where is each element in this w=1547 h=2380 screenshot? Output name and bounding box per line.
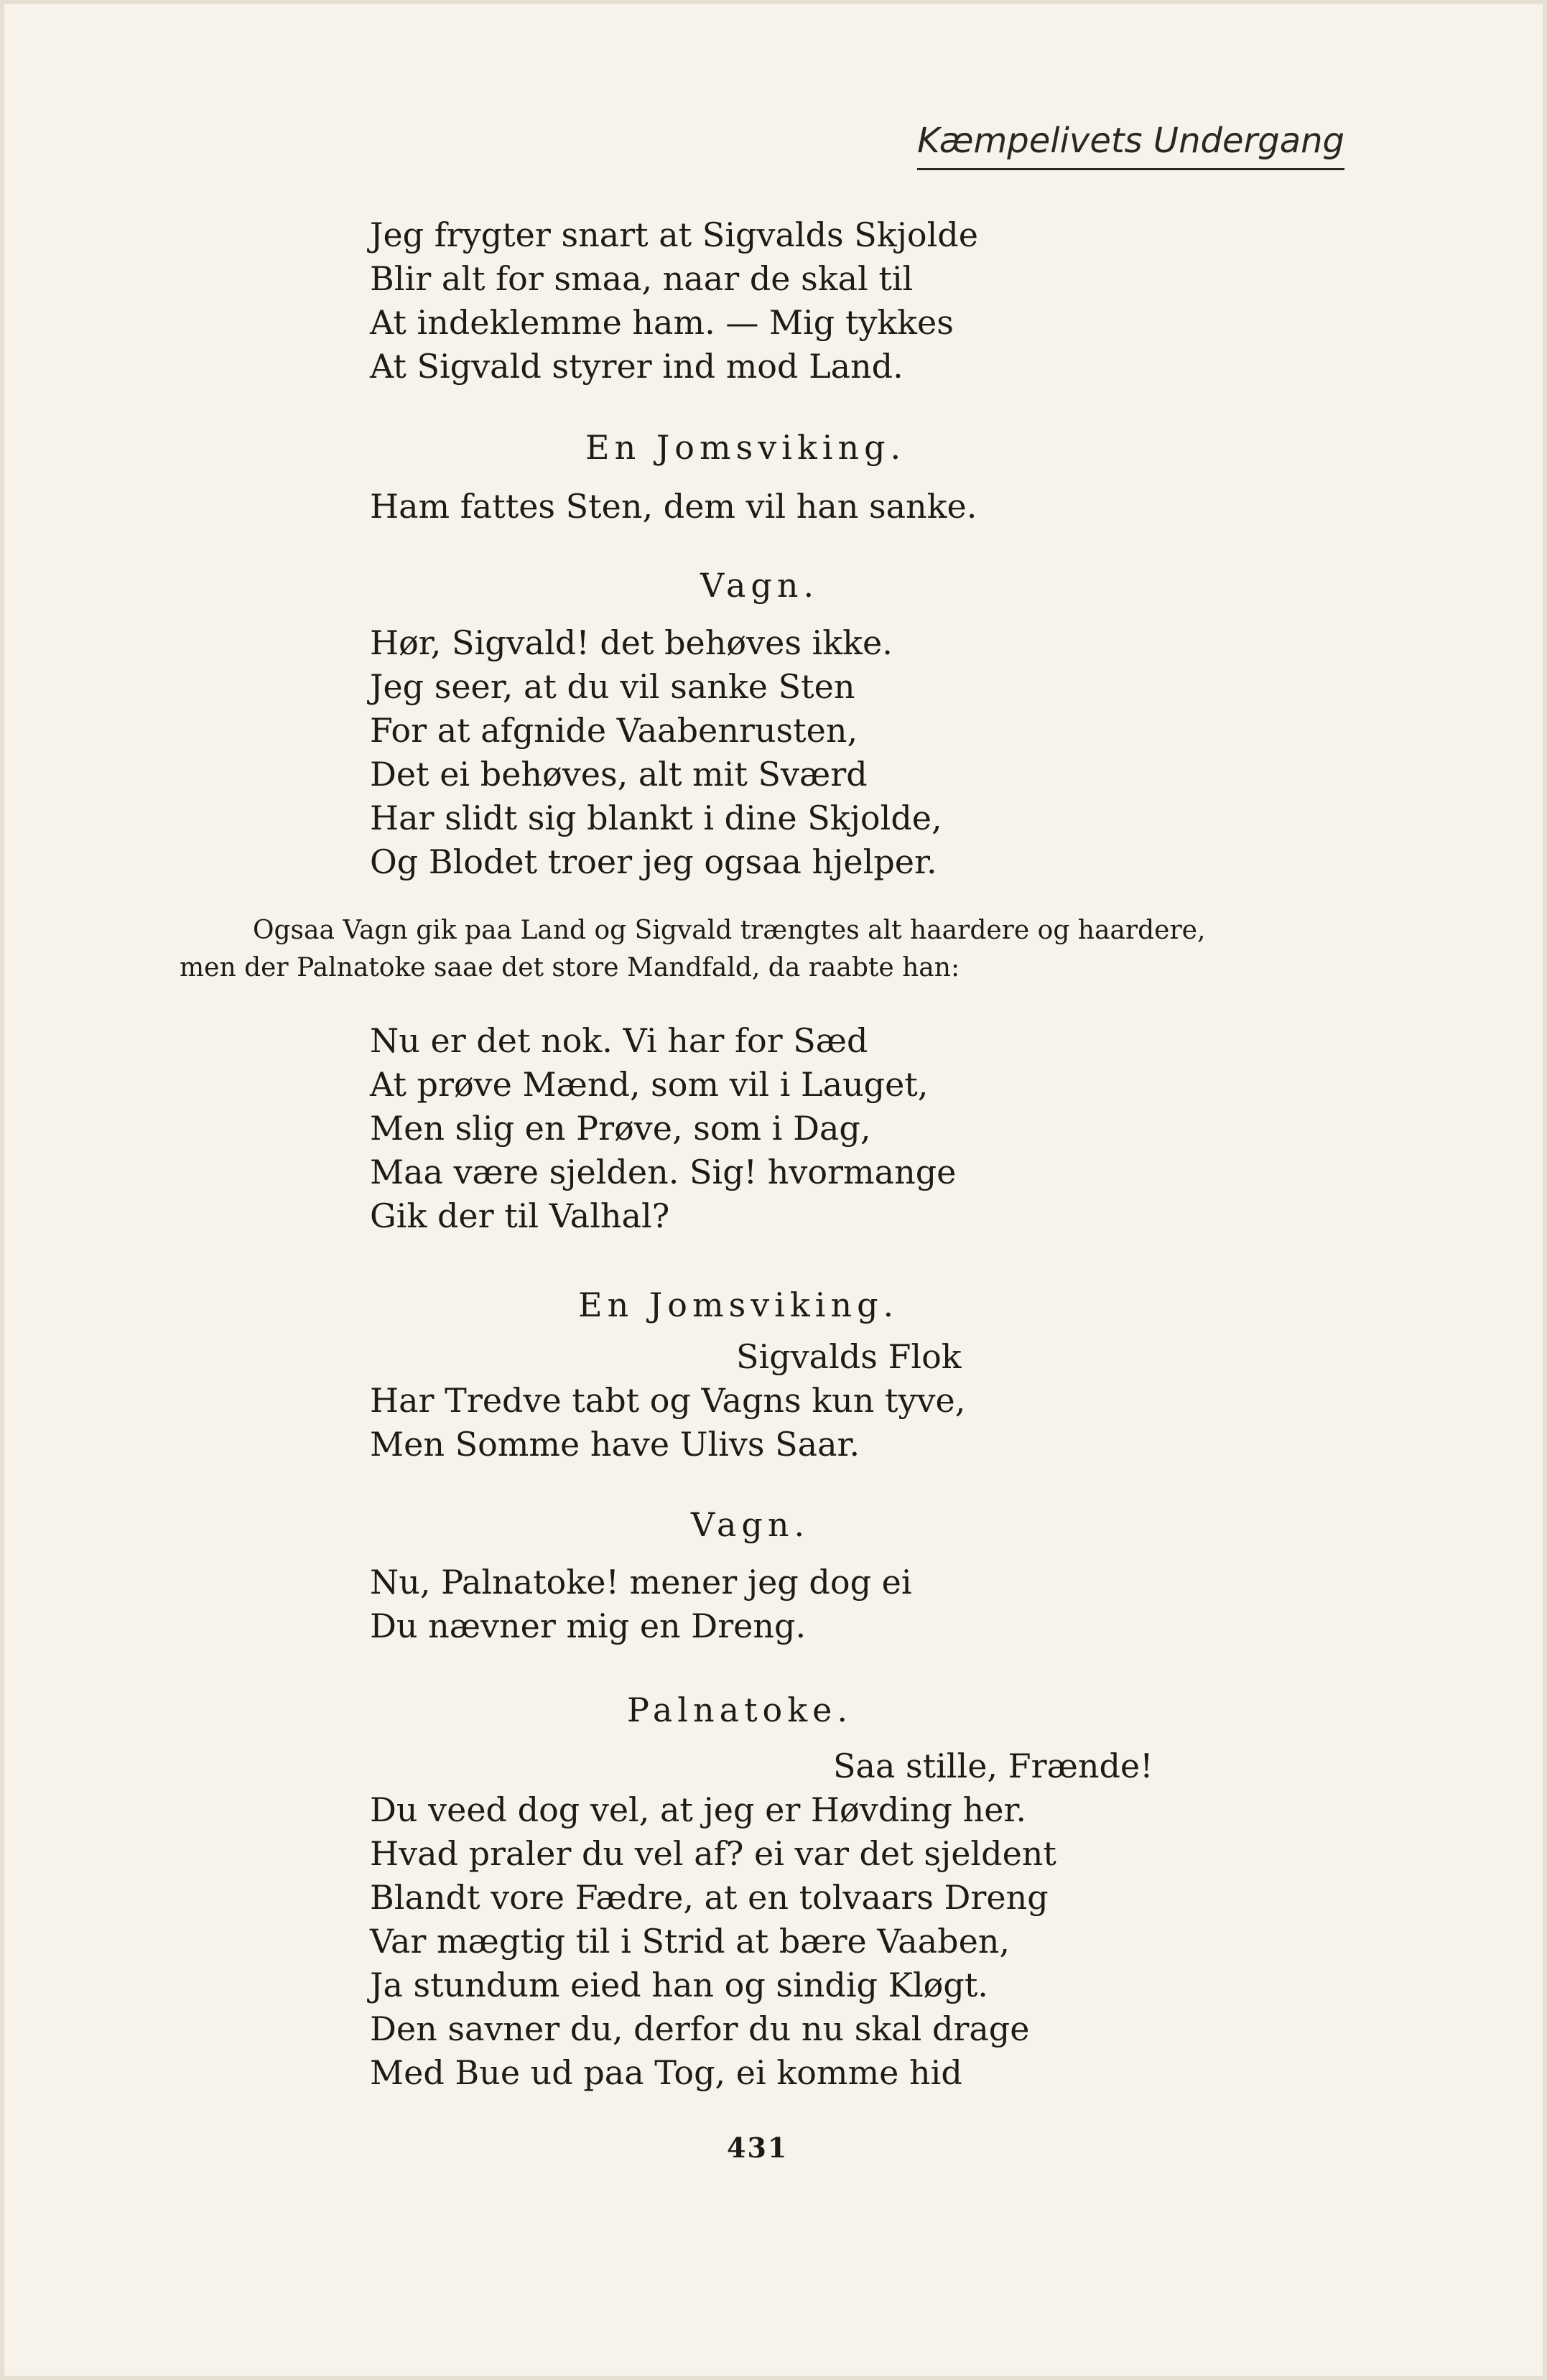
verse-line: Du veed dog vel, at jeg er Høvding her. [370,1790,1026,1829]
verse-line: For at afgnide Vaabenrusten, [370,711,858,750]
verse-line: Hør, Sigvald! det behøves ikke. [370,623,893,662]
verse-line: Nu er det nok. Vi har for Sæd [370,1021,868,1060]
verse-line: Det ei behøves, alt mit Sværd [370,755,868,794]
verse-line: Men Somme have Ulivs Saar. [370,1425,860,1464]
verse-line: Du nævner mig en Dreng. [370,1607,807,1645]
stage-direction [180,912,1329,987]
verse-line: Saa stille, Frænde! [833,1747,1153,1785]
stage-direction-line: Ogsaa Vagn gik paa Land og Sigvald trængtes alt haardere og haardere, [253,916,1206,945]
verse-line: Ja stundum eied han og sindig Kløgt. [370,1966,988,2004]
verse-line: Blandt vore Fædre, at en tolvaars Dreng [370,1878,1049,1917]
verse-line: Men slig en Prøve, som i Dag, [370,1109,871,1148]
speaker-name: En Jomsviking. [585,428,906,467]
speaker-name: Palnatoke. [627,1691,853,1729]
speaker-name: En Jomsviking. [578,1286,899,1324]
speaker-name: Vagn. [700,566,819,605]
verse-line: Gik der til Valhal? [370,1196,670,1235]
verse-line: Sigvalds Flok [736,1337,962,1376]
verse-line: At Sigvald styrer ind mod Land. [370,347,903,386]
stage-direction-line: men der Palnatoke saae det store Mandfald, da raabte han: [180,953,960,982]
verse-line: Og Blodet troer jeg ogsaa hjelper. [370,842,937,881]
verse-line: Jeg frygter snart at Sigvalds Skjolde [370,215,978,254]
verse-line: Har slidt sig blankt i dine Skjolde, [370,799,942,837]
running-head: Kæmpelivets Undergang [917,121,1344,170]
verse-line: Ham fattes Sten, dem vil han sanke. [370,487,977,526]
verse-line: Blir alt for smaa, naar de skal til [370,259,914,298]
verse-line: Den savner du, derfor du nu skal drage [370,2009,1030,2048]
verse-line: At indeklemme ham. — Mig tykkes [370,303,954,342]
verse-line: Hvad praler du vel af? ei var det sjeldent [370,1834,1056,1873]
verse-line: Med Bue ud paa Tog, ei komme hid [370,2053,962,2092]
verse-line: Var mægtig til i Strid at bære Vaaben, [370,1922,1011,1961]
page-number: 431 [727,2132,789,2164]
verse-line: Jeg seer, at du vil sanke Sten [370,667,855,706]
speaker-name: Vagn. [691,1505,810,1544]
verse-line: Har Tredve tabt og Vagns kun tyve, [370,1381,966,1420]
verse-line: Nu, Palnatoke! mener jeg dog ei [370,1563,912,1602]
verse-line: At prøve Mænd, som vil i Lauget, [370,1065,929,1104]
verse-line: Maa være sjelden. Sig! hvormange [370,1153,957,1191]
